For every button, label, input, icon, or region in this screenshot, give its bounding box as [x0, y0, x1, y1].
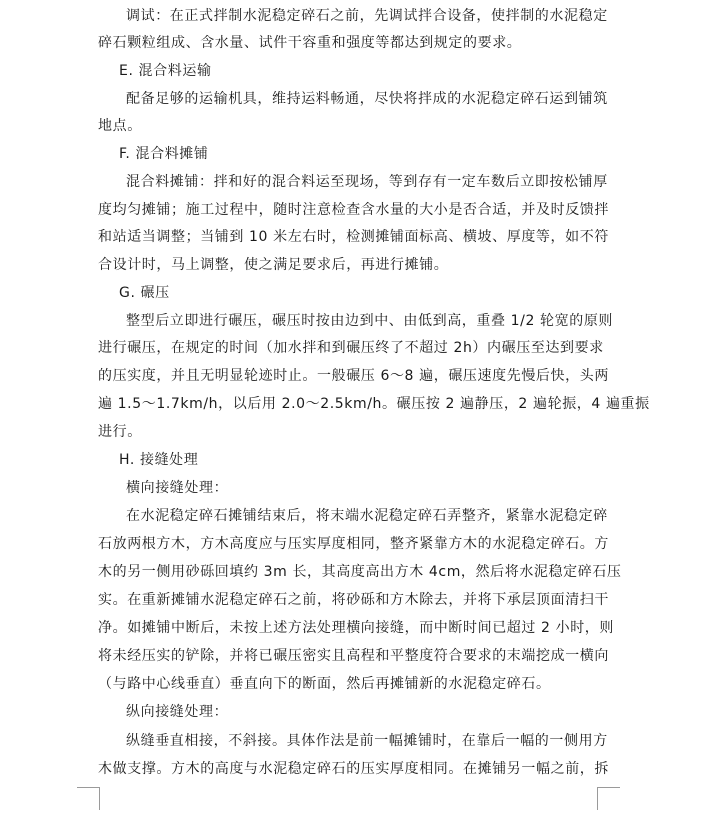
- paragraph-line: 混合料摊铺：拌和好的混合料运至现场，等到存有一定车数后立即按松铺厚: [126, 174, 608, 190]
- section-heading-g: G. 碾压: [119, 285, 170, 301]
- paragraph-line: 木做支撑。方木的高度与水泥稳定碎石的压实厚度相同。在摊铺另一幅之前，拆: [98, 761, 609, 777]
- subheading-line: 横向接缝处理：: [126, 480, 229, 496]
- paragraph-line: 净。如摊铺中断后，未按上述方法处理横向接缝，而中断时间已超过 2 小时，则: [98, 620, 615, 636]
- paragraph-line: 遍 1.5～1.7km/h，以后用 2.0～2.5km/h。碾压按 2 遍静压，2 遍轮振，4 遍重振: [98, 396, 650, 412]
- paragraph-line: 合设计时，马上调整，使之满足要求后，再进行摊铺。: [98, 257, 449, 273]
- paragraph-line: 进行。: [98, 424, 142, 440]
- page-margin-corner-mark-right: [597, 787, 620, 810]
- paragraph-line: 石放两根方木，方木高度应与压实厚度相同，整齐紧靠方木的水泥稳定碎石。方: [98, 536, 609, 552]
- section-heading-e: E. 混合料运输: [119, 63, 212, 79]
- paragraph-line: 木的另一侧用砂砾回填约 3m 长，其高度高出方木 4cm，然后将水泥稳定碎石压: [98, 564, 622, 580]
- paragraph-line: 纵缝垂直相接，不斜接。具体作法是前一幅摊铺时，在靠后一幅的一侧用方: [126, 733, 608, 749]
- paragraph-line: 在水泥稳定碎石摊铺结束后，将末端水泥稳定碎石弄整齐，紧靠水泥稳定碎: [126, 508, 608, 524]
- paragraph-line: 实。在重新摊铺水泥稳定碎石之前，将砂砾和方木除去，并将下承层顶面清扫干: [98, 592, 609, 608]
- paragraph-line: 将未经压实的铲除，并将已碾压密实且高程和平整度符合要求的末端挖成一横向: [98, 648, 609, 664]
- paragraph-line: 进行碾压，在规定的时间（加水拌和到碾压终了不超过 2h）内碾压至达到要求: [98, 340, 604, 356]
- paragraph-line: 度均匀摊铺；施工过程中，随时注意检查含水量的大小是否合适，并及时反馈拌: [98, 202, 609, 218]
- paragraph-line: 整型后立即进行碾压，碾压时按由边到中、由低到高，重叠 1/2 轮宽的原则: [126, 313, 614, 329]
- section-heading-h: H. 接缝处理: [119, 452, 199, 468]
- paragraph-line: 碎石颗粒组成、含水量、试件干容重和强度等都达到规定的要求。: [98, 35, 522, 51]
- section-heading-f: F. 混合料摊铺: [119, 146, 209, 162]
- paragraph-line: 调试：在正式拌制水泥稳定碎石之前，先调试拌合设备，使拌制的水泥稳定: [126, 8, 608, 24]
- paragraph-line: （与路中心线垂直）垂直向下的断面，然后再摊铺新的水泥稳定碎石。: [98, 676, 551, 692]
- paragraph-line: 的压实度，并且无明显轮迹时止。一般碾压 6～8 遍，碾压速度先慢后快，头两: [98, 368, 609, 384]
- page-margin-corner-mark-left: [77, 787, 100, 810]
- paragraph-line: 和站适当调整；当铺到 10 米左右时，检测摊铺面标高、横坡、厚度等，如不符: [98, 229, 609, 245]
- paragraph-line: 配备足够的运输机具，维持运料畅通，尽快将拌成的水泥稳定碎石运到铺筑: [126, 91, 608, 107]
- subheading-line: 纵向接缝处理：: [126, 704, 229, 720]
- paragraph-line: 地点。: [98, 118, 142, 134]
